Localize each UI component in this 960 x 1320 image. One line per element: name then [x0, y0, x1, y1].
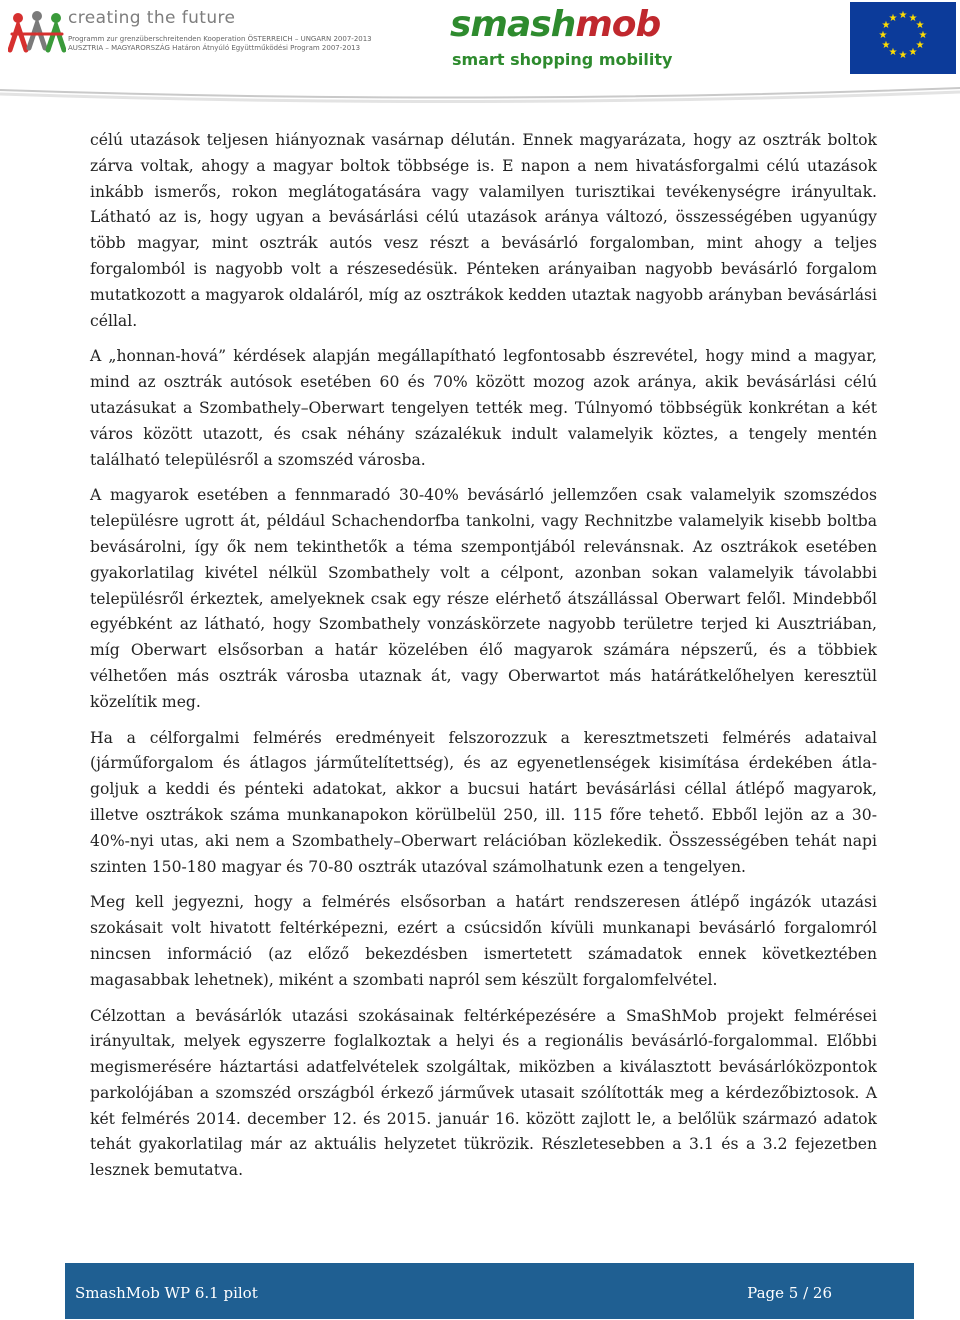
page-header [0, 0, 960, 110]
creating-the-future-logo [8, 8, 372, 68]
svg-text:★: ★ [908, 13, 918, 24]
footer-page-number: Page 5 / 26 [747, 1284, 832, 1302]
paragraph-4: Ha a célforgalmi felmérés eredményeit felszorozzuk a keresztmetszeti felmérés adataival (járműforgalom és átlagos járműtelítettség), és az egyenetlenségek kisimítása érdekében átlagoljuk a keddi és pénteki adatokat, akkor a bucsui határt bevásárlási céllal átlépő magyarok, illetve osztrákok száma munkanapokon körülbelül 250, ill. 115 főre tehető. Ebből lejön az a 30-40%-nyi utas, aki nem a Szombathely–Oberwart relációban közlekedik. Összességében tehát napi szinten 150-180 magyar és 70-80 osztrák utazóval számolhatunk ezen a tengelyen. [90, 728, 877, 876]
people-figures-icon [8, 10, 66, 58]
ctf-program-line-2: AUSZTRIA – MAGYARORSZÁG Határon Átnyúló Együttműködési Program 2007-2013 [68, 44, 361, 52]
eu-flag-icon [850, 2, 956, 74]
paragraph-3: A magyarok esetében a fennmaradó 30-40% bevásárló jellemzően csak valamelyik szomszédos településre ugrott át, például Schachendorfba tankolni, vagy Rechnitzbe valamelyik kisebb boltba bevásárolni, így ők nem tekinthetők a téma szempontjából relevánsnak. Az osztrákok esetében gyakorlatilag kivétel nélkül Szombathely volt a célpont, azonban sokan valamelyik távolabbi településről érkeztek, amelyeknek csak egy része elérhető átszállással Oberwart felől. Mindebből egyébként az látható, hogy Szombathely vonzáskörzete nagyobb területre terjed ki Ausztriában, míg Oberwart elsősorban a határ közelében élő magyarok számára népszerű, és a többiek vélhetően más osztrák városba utaznak át, vagy Oberwartot más határátkelőhelyen keresztül közelítik meg. [90, 486, 877, 711]
svg-text:★: ★ [908, 47, 918, 58]
svg-text:★: ★ [918, 30, 928, 41]
svg-text:★: ★ [878, 30, 888, 41]
smashmob-wordmark [450, 4, 660, 45]
page-footer [65, 1263, 914, 1319]
smashmob-tagline: smart shopping mobility [452, 50, 673, 69]
paragraph-5: Meg kell jegyezni, hogy a felmérés elsősorban a határt rendszeresen átlépő ingázók utazási szokásait volt hivatott feltérképezni, ezért a csúcsidőn kívüli munkanapi bevásárló forgalomról nincsen információ (az előző bekezdésben ismertetett számadatok ennek következtében magasabbak lehetnek), miként a szombati napról sem készült forgalomfelvétel. [90, 893, 877, 989]
paragraph-6: Célzottan a bevásárlók utazási szokásainak feltérképezésére a SmaShMob projekt felmérései irányultak, melyek egyszerre foglalkoztak a helyi és a regionális bevásárló-forgalommal. Előbbi megismerésére háztartási adatfelvételek szolgáltak, miközben a kiválasztott bevásárlóközpontok parkolójában a szomszéd országból érkező járművek utasait szólították meg a kérdezőbiztosok. A két felmérés 2014. december 12. és 2015. január 16. között zajlott le, a belőlük származó adatok tehát gyakorlatilag már az aktuális helyzetet tükrözik. Részletesebben a 3.1 és a 3.2 fejezetben lesznek bemutatva. [90, 1006, 877, 1180]
svg-text:★: ★ [888, 13, 898, 24]
svg-text:★: ★ [915, 20, 925, 31]
svg-text:★: ★ [898, 50, 908, 61]
document-body [90, 128, 877, 1194]
paragraph-1: célú utazások teljesen hiányoznak vasárnap délután. Ennek magyarázata, hogy az osztrák boltok zárva voltak, ahogy a magyar boltok többsége is. E napon a nem hivatásforgalmi célú utazások inkább ismerős, rokon meglátogatására vagy valamilyen turisztikai tevékenységre irányultak. Látható az is, hogy ugyan a bevásárlási célú utazások aránya változó, összességében ugyanúgy több magyar, mint osztrák autós vesz részt a bevásárló forgalomban, mint ahogy a teljes forgalomból is nagyobb volt a részesedésük. Pénteken arányaiban nagyobb bevásárló forgalom mutatkozott a magyarok oldaláról, míg az osztrákok kedden utaztak nagyobb arányban bevásárlási céllal. [90, 131, 877, 330]
footer-document-title: SmashMob WP 6.1 pilot [75, 1284, 258, 1302]
ctf-program-line-1: Programm zur grenzüberschreitenden Kooperation ÖSTERREICH – UNGARN 2007-2013 [68, 35, 372, 43]
svg-text:★: ★ [888, 47, 898, 58]
paragraph-2: A „honnan-hová” kérdések alapján megállapítható legfontosabb észrevétel, hogy mind a magyar, mind az osztrák autósok esetében 60 és 70% között mozog azok aránya, akik bevásárlási célú utazásukat a Szombathely–Oberwart tengelyen tették meg. Túlnyomó többségük konkrétan a két város között utazott, és csak néhány százalékuk indult valamelyik köztes, a tengely mentén található településről a szomszéd városba. [90, 347, 877, 469]
svg-text:★: ★ [898, 10, 908, 21]
smashmob-logo [450, 4, 673, 74]
ctf-title: creating the future [68, 8, 236, 28]
smashmob-wordmark-part1: smash [450, 4, 576, 45]
smashmob-wordmark-part2: mob [575, 4, 661, 45]
svg-text:★: ★ [915, 40, 925, 51]
header-decorative-swoosh [0, 76, 960, 106]
svg-text:★: ★ [881, 40, 891, 51]
svg-text:★: ★ [881, 20, 891, 31]
